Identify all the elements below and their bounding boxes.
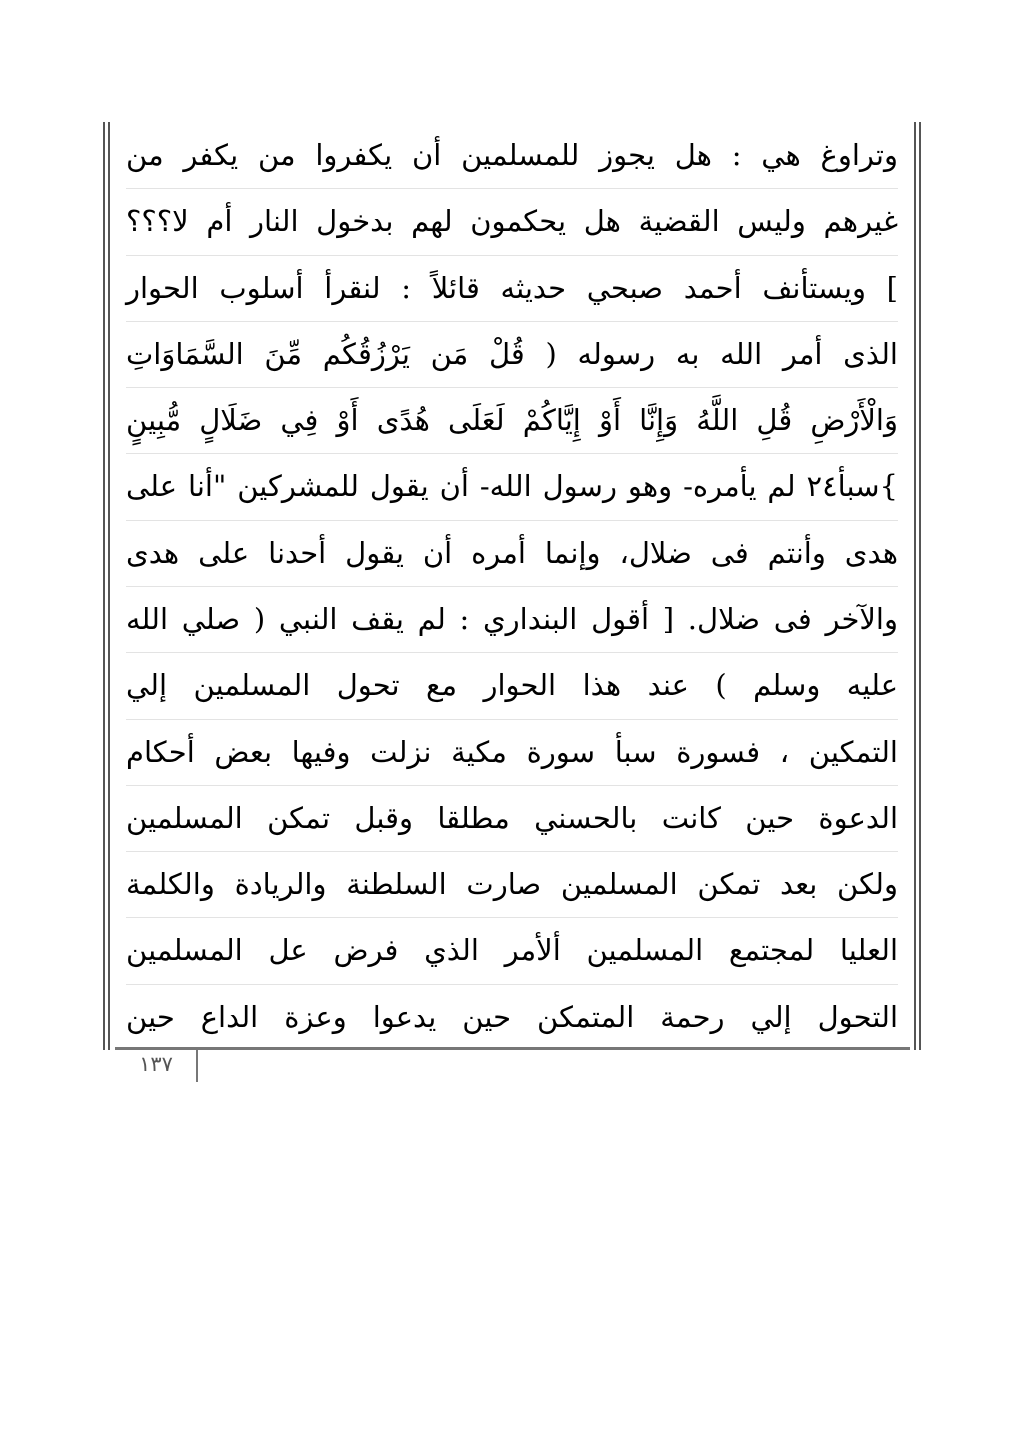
text-line-4: الذى أمر الله به رسوله ( قُلْ مَن يَرْزُقُكُم مِّنَ السَّمَاوَاتِ [126,321,898,388]
text-line-5: وَالْأَرْضِ قُلِ اللَّهُ وَإِنَّا أَوْ إِيَّاكُمْ لَعَلَى هُدًى أَوْ فِي ضَلَالٍ مُّبِينٍ [126,387,898,454]
text-line-10: التمكين ، فسورة سبأ سورة مكية نزلت وفيها بعض أحكام [126,719,898,786]
text-line-7: هدى وأنتم فى ضلال، وإنما أمره أن يقول أحدنا على هدى [126,520,898,587]
text-line-12: ولكن بعد تمكن المسلمين صارت السلطنة والريادة والكلمة [126,851,898,918]
footer-rule [115,1047,910,1050]
footer-divider [196,1048,198,1082]
text-line-14: التحول إلي رحمة المتمكن حين يدعوا وعزة الداع حين [126,999,898,1034]
text-line-2: غيرهم وليس القضية هل يحكمون لهم بدخول النار أم لا؟؟؟ [126,188,898,255]
page-number: ١٣٧ [139,1052,173,1076]
text-line-13: العليا لمجتمع المسلمين ألأمر الذي فرض عل المسلمين [126,917,898,984]
text-line-8: والآخر فى ضلال. [ أقول البنداري : لم يقف النبي ( صلي الله [126,586,898,653]
page-frame [103,122,921,1050]
text-line-9: عليه وسلم ) عند هذا الحوار مع تحول المسلمين إلي [126,652,898,719]
text-line-6: }سبأ٢٤ لم يأمره- وهو رسول الله- أن يقول للمشركين "أنا على [126,453,898,520]
text-line-1: وتراوغ هي : هل يجوز للمسلمين أن يكفروا من يكفر من [126,122,898,189]
text-line-3: ] ويستأنف أحمد صبحي حديثه قائلاً : لنقرأ أسلوب الحوار [126,255,898,322]
text-line-11: الدعوة حين كانت بالحسني مطلقا وقبل تمكن المسلمين [126,785,898,852]
